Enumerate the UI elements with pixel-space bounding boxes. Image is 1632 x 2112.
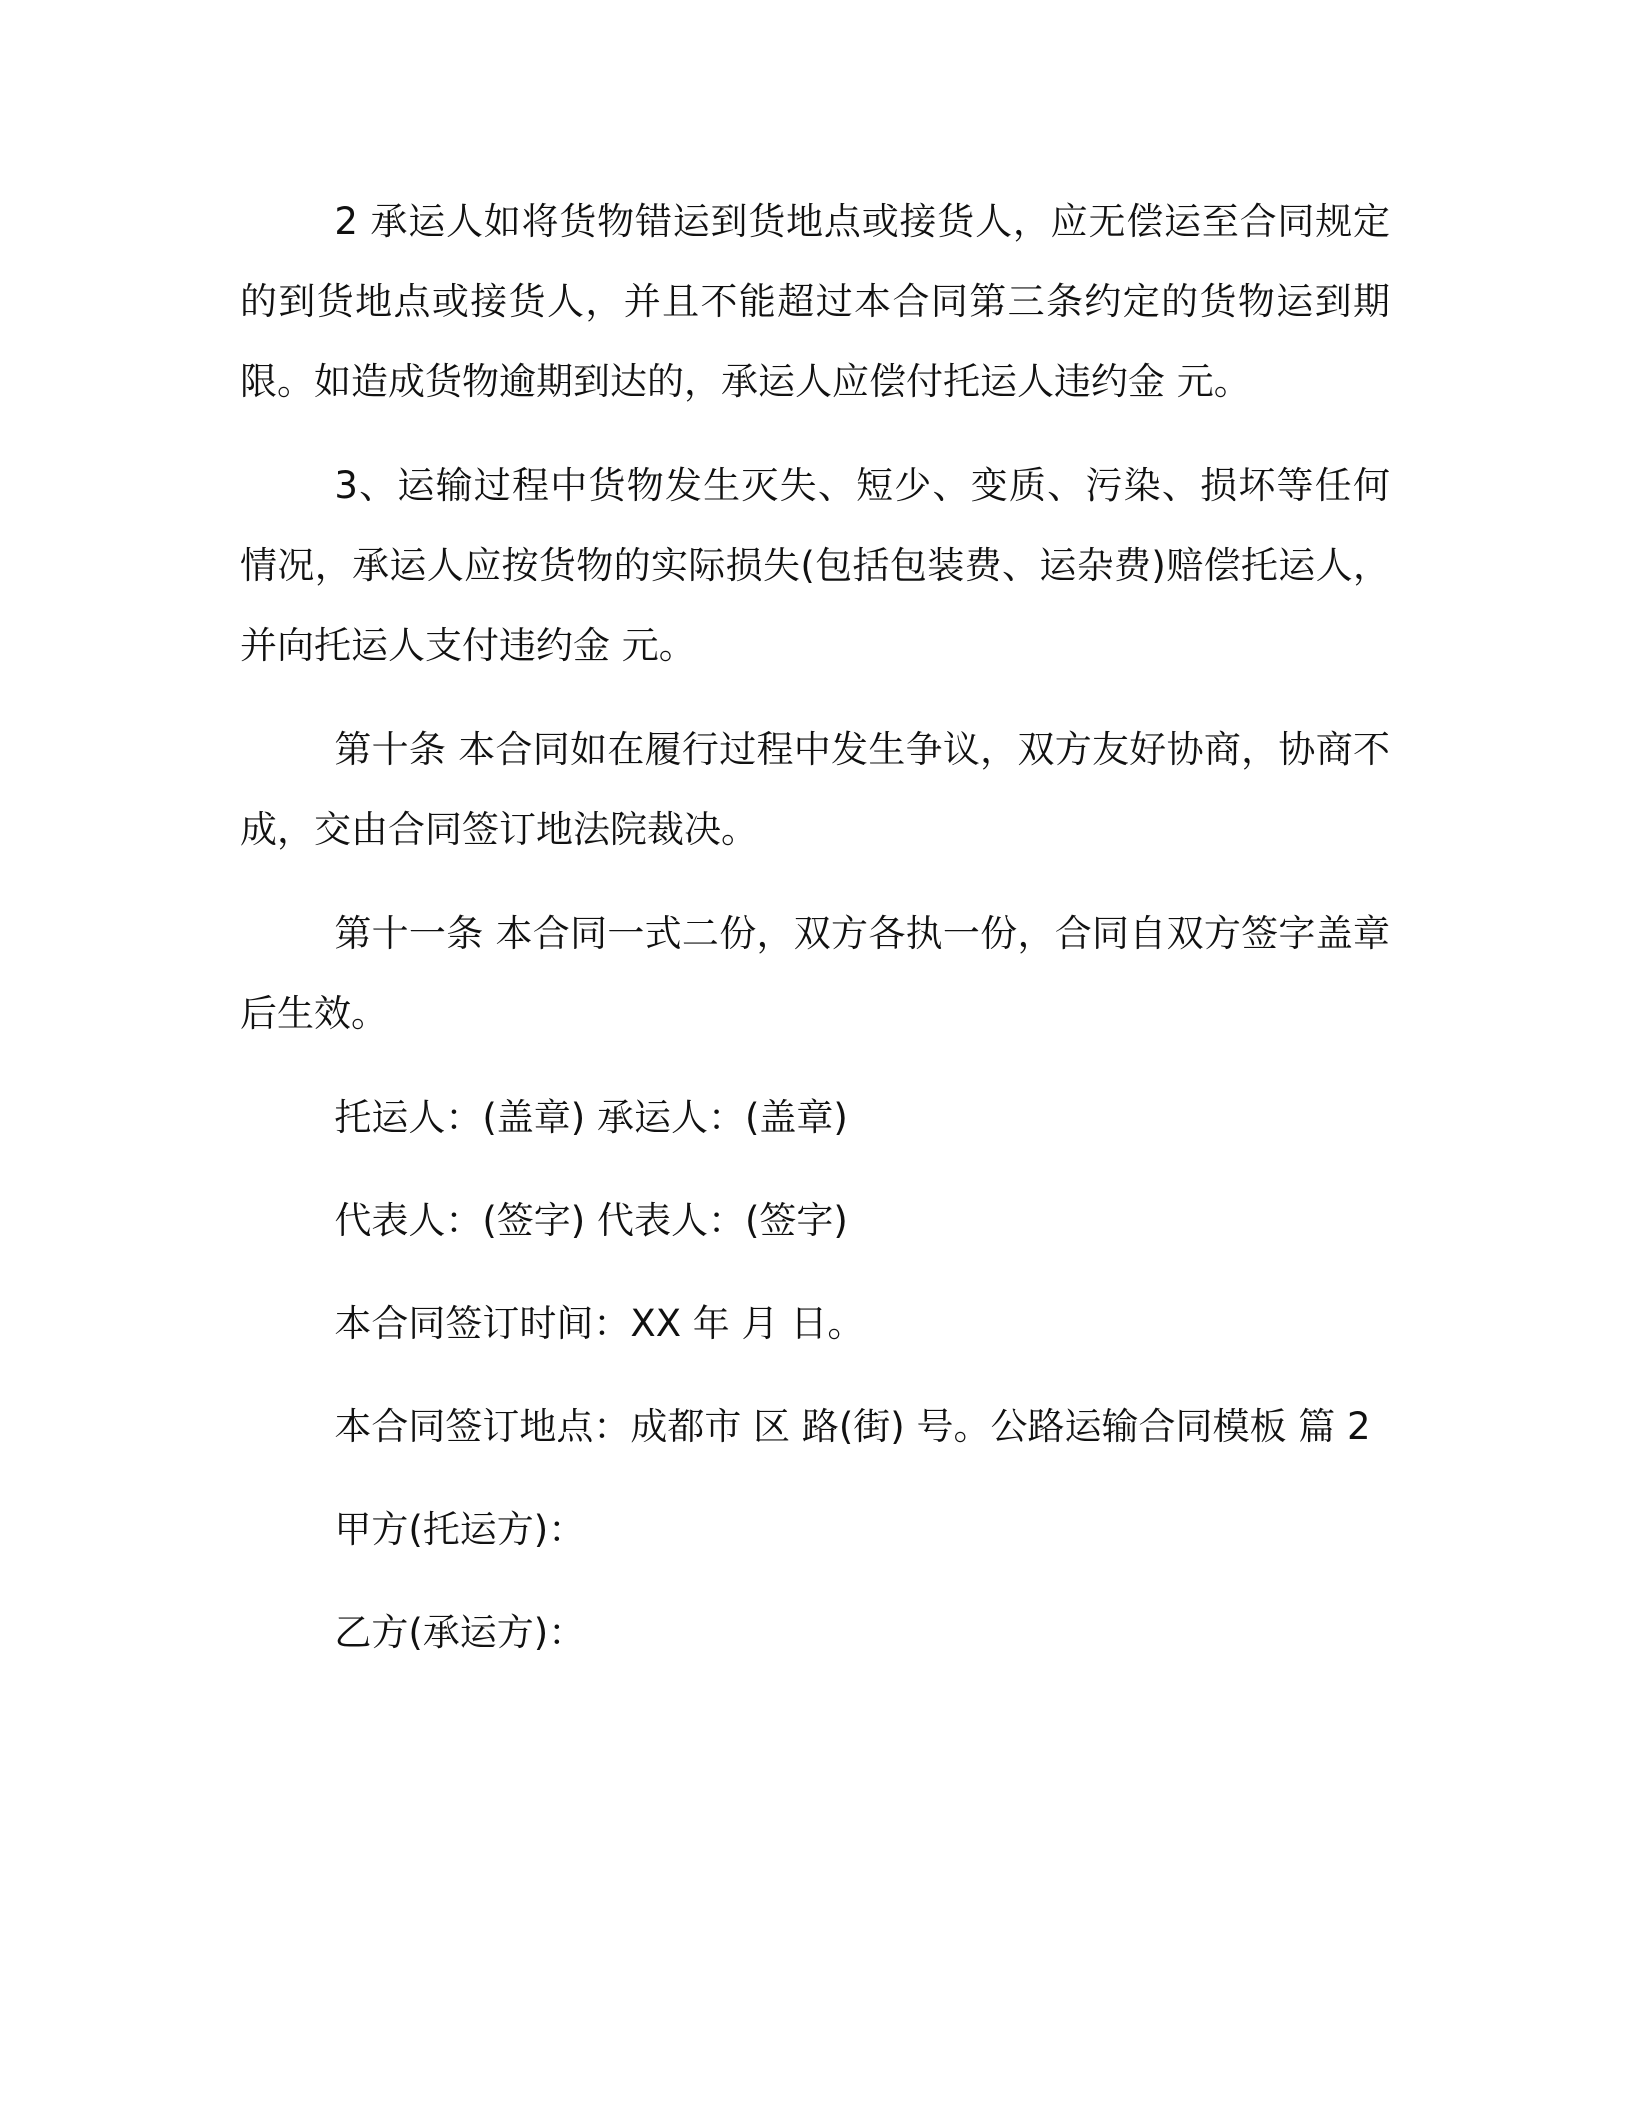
clause-paragraph-2: 2 承运人如将货物错运到货地点或接货人，应无偿运至合同规定的到货地点或接货人，并且不能超过本合同第三条约定的货物运到期限。如造成货物逾期到达的，承运人应偿付托运人违约金 元。 (240, 200, 1390, 403)
party-a-shipper-line: 甲方(托运方)： (334, 1508, 586, 1551)
article-ten-paragraph: 第十条 本合同如在履行过程中发生争议，双方友好协商，协商不成，交由合同签订地法院裁决。 (240, 728, 1390, 851)
shipper-carrier-seal-line: 托运人：(盖章) 承运人：(盖章) (334, 1096, 848, 1139)
signing-place-line: 本合同签订地点：成都市 区 路(街) 号。公路运输合同模板 篇 2 (334, 1405, 1371, 1448)
document-page (240, 182, 1390, 1696)
article-eleven-paragraph: 第十一条 本合同一式二份，双方各执一份，合同自双方签字盖章后生效。 (240, 912, 1390, 1035)
representative-signature-line: 代表人：(签字) 代表人：(签字) (334, 1199, 848, 1242)
signing-date-line: 本合同签订时间：XX 年 月 日。 (334, 1302, 865, 1345)
clause-paragraph-3: 3、运输过程中货物发生灭失、短少、变质、污染、损坏等任何情况，承运人应按货物的实际损失(包括包装费、运杂费)赔偿托运人，并向托运人支付违约金 元。 (240, 464, 1390, 667)
party-b-carrier-line: 乙方(承运方)： (334, 1611, 586, 1654)
